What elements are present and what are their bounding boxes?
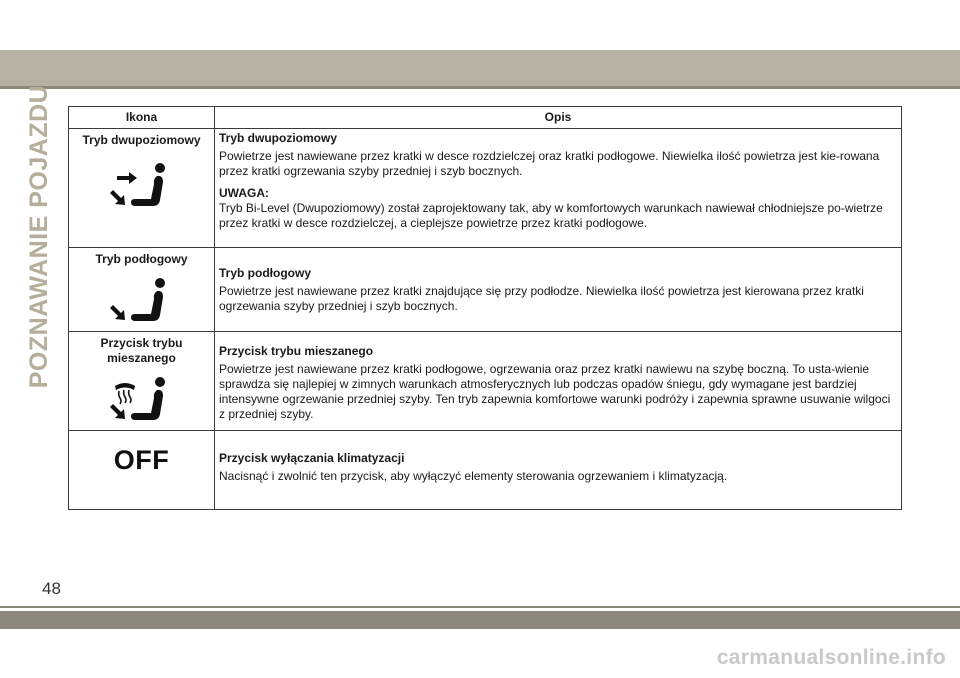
page-number: 48 <box>42 579 61 598</box>
description-title: Przycisk wyłączania klimatyzacji <box>219 451 405 465</box>
bi-level-mode-icon <box>107 162 177 212</box>
description-text: Nacisnąć i zwolnić ten przycisk, aby wyłączyć elementy sterowania ogrzewaniem i klimatyzacją. <box>219 469 728 483</box>
description-text: Powietrze jest nawiewane przez kratki w desce rozdzielczej oraz kratki podłogowe. Niewielka ilość powietrza jest kie-rowana przez kratki ogrzewania szyby przedniej i szyb bocznych. <box>219 149 880 178</box>
header-icon: Ikona <box>69 107 215 129</box>
section-title-text: POZNAWANIE POJAZDU <box>25 84 54 388</box>
watermark-text: carmanualsonline.info <box>716 646 946 669</box>
description-title: Tryb podłogowy <box>219 266 311 280</box>
description-text: Powietrze jest nawiewane przez kratki znajdujące się przy podłodze. Niewielka ilość powietrza jest kierowana przez kratki ogrzewania szyby przedniej i szyb bocznych. <box>219 284 864 313</box>
description-title: Przycisk trybu mieszanego <box>219 344 374 358</box>
header-line <box>0 86 960 89</box>
section-title-vertical <box>22 84 58 388</box>
mode-name: Tryb podłogowy <box>95 252 188 266</box>
note-text: Tryb Bi-Level (Dwupoziomowy) został zaprojektowany tak, aby w komfortowych warunkach nawiewał chłodniejsze po-wietrze przez kratki w desce rozdzielczej, a cieplejsze powietrze przez kratki podłogowe. <box>219 201 883 230</box>
icon-cell <box>69 332 215 431</box>
description-cell <box>215 332 902 431</box>
description-cell <box>215 129 902 248</box>
table-row <box>69 431 902 510</box>
icon-cell <box>69 248 215 332</box>
description-title: Tryb dwupoziomowy <box>219 131 338 145</box>
description-cell <box>215 431 902 510</box>
note-title: UWAGA: <box>219 186 269 200</box>
header-band <box>0 50 960 86</box>
description-text: Powietrze jest nawiewane przez kratki podłogowe, ogrzewania oraz przez kratki nawiewu na szybę boczną. To usta-wienie sprawdza się najlepiej w zimnych warunkach atmosferycznych lub podczas opadów śniegu, gdy wymagane jest bardziej intensywne ogrzewanie przedniej szyby. Ten tryb zapewnia komfortowe warunki podróży i zapewnia sprawne usuwanie wilgoci z przedniej szyby. <box>219 362 891 421</box>
icon-cell <box>69 431 215 510</box>
footer-band <box>0 611 960 629</box>
description-cell <box>215 248 902 332</box>
table-header-row <box>69 107 902 129</box>
mode-name: Tryb dwupoziomowy <box>82 133 201 147</box>
icon-cell <box>69 129 215 248</box>
table-row <box>69 332 902 431</box>
footer-line <box>0 606 960 608</box>
off-icon: OFF <box>113 445 170 475</box>
floor-mode-icon <box>107 277 177 327</box>
mode-name: Przycisk trybu mieszanego <box>100 336 183 365</box>
header-description: Opis <box>215 107 902 129</box>
table-row <box>69 248 902 332</box>
table-row <box>69 129 902 248</box>
climate-modes-table <box>68 106 902 510</box>
mix-mode-icon <box>107 376 177 426</box>
